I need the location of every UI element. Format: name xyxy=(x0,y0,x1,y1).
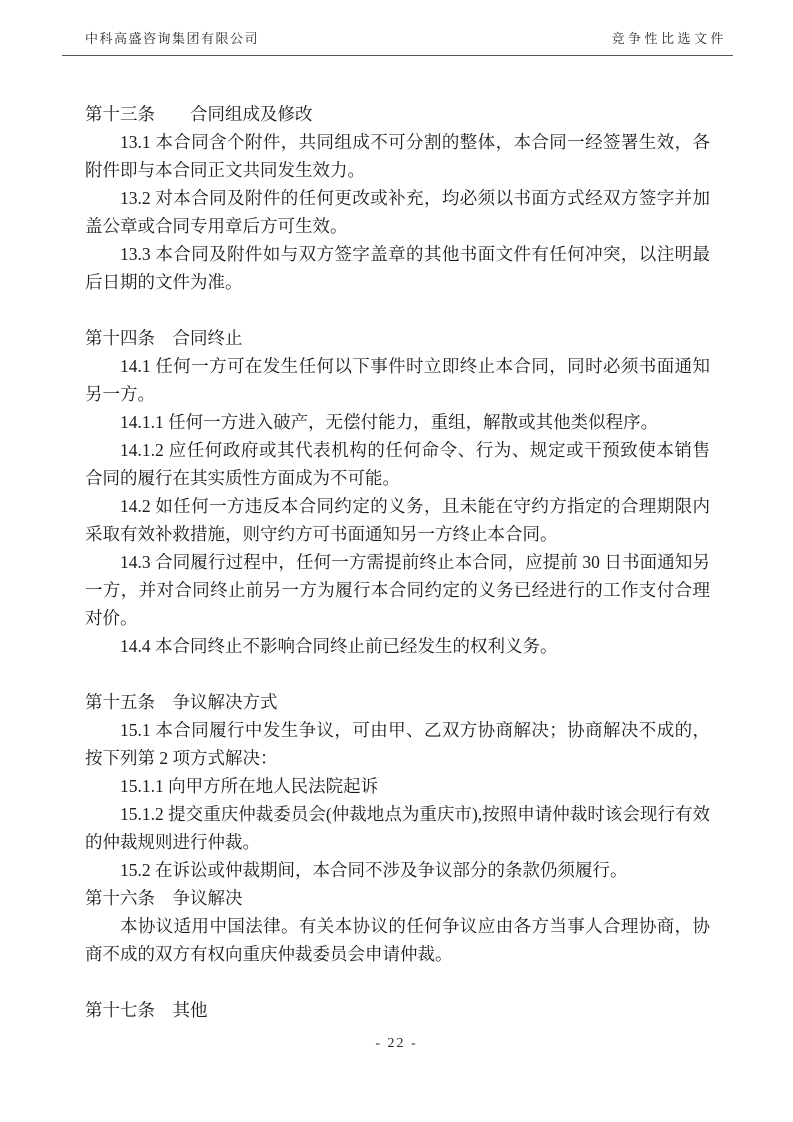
paragraph: 14.1.1 任何一方进入破产，无偿付能力，重组，解散或其他类似程序。 xyxy=(120,412,659,432)
page-number: - 22 - xyxy=(375,1036,418,1051)
section-heading: 第十五条 争议解决方式 xyxy=(85,692,278,712)
header-rule xyxy=(62,55,733,56)
paragraph: 14.1.2 应任何政府或其代表机构的任何命令、行为、规定或干预致使本销售合同的履行在其实质性方面成为不可能。 xyxy=(85,440,710,488)
paragraph: 14.3 合同履行过程中，任何一方需提前终止本合同，应提前 30 日书面通知另一方，并对合同终止前另一方为履行本合同约定的义务已经进行的工作支付合理对价。 xyxy=(85,552,710,628)
paragraph: 14.2 如任何一方违反本合同约定的义务，且未能在守约方指定的合理期限内采取有效补救措施，则守约方可书面通知另一方终止本合同。 xyxy=(85,496,710,544)
paragraph: 15.2 在诉讼或仲裁期间，本合同不涉及争议部分的条款仍须履行。 xyxy=(120,860,628,880)
section-heading: 第十四条 合同终止 xyxy=(85,328,243,348)
section-heading: 第十七条 其他 xyxy=(85,1000,208,1020)
paragraph: 15.1.1 向甲方所在地人民法院起诉 xyxy=(120,776,379,796)
document-body xyxy=(85,100,710,1024)
paragraph: 13.1 本合同含个附件，共同组成不可分割的整体，本合同一经签署生效，各附件即与本合同正文共同发生效力。 xyxy=(85,132,710,180)
paragraph: 14.1 任何一方可在发生任何以下事件时立即终止本合同，同时必须书面通知另一方。 xyxy=(85,356,710,404)
page-footer xyxy=(0,1036,793,1052)
page-header xyxy=(85,28,727,47)
section-heading: 第十三条 合同组成及修改 xyxy=(85,104,313,124)
paragraph: 13.2 对本合同及附件的任何更改或补充，均必须以书面方式经双方签字并加盖公章或合同专用章后方可生效。 xyxy=(85,188,710,236)
header-document-type: 竞争性比选文件 xyxy=(611,31,727,46)
section-heading: 第十六条 争议解决 xyxy=(85,888,243,908)
paragraph: 14.4 本合同终止不影响合同终止前已经发生的权利义务。 xyxy=(120,636,558,656)
header-company-name: 中科高盛咨询集团有限公司 xyxy=(85,31,260,46)
paragraph: 本协议适用中国法律。有关本协议的任何争议应由各方当事人合理协商，协 商不成的双方有权向重庆仲裁委员会申请仲裁。 xyxy=(85,916,710,964)
paragraph: 13.3 本合同及附件如与双方签字盖章的其他书面文件有任何冲突，以注明最后日期的文件为准。 xyxy=(85,244,710,292)
paragraph: 15.1.2 提交重庆仲裁委员会(仲裁地点为重庆市),按照申请仲裁时该会现行有效的仲裁规则进行仲裁。 xyxy=(85,804,710,852)
paragraph: 15.1 本合同履行中发生争议，可由甲、乙双方协商解决；协商解决不成的， 按下列第 2 项方式解决： xyxy=(85,720,710,768)
